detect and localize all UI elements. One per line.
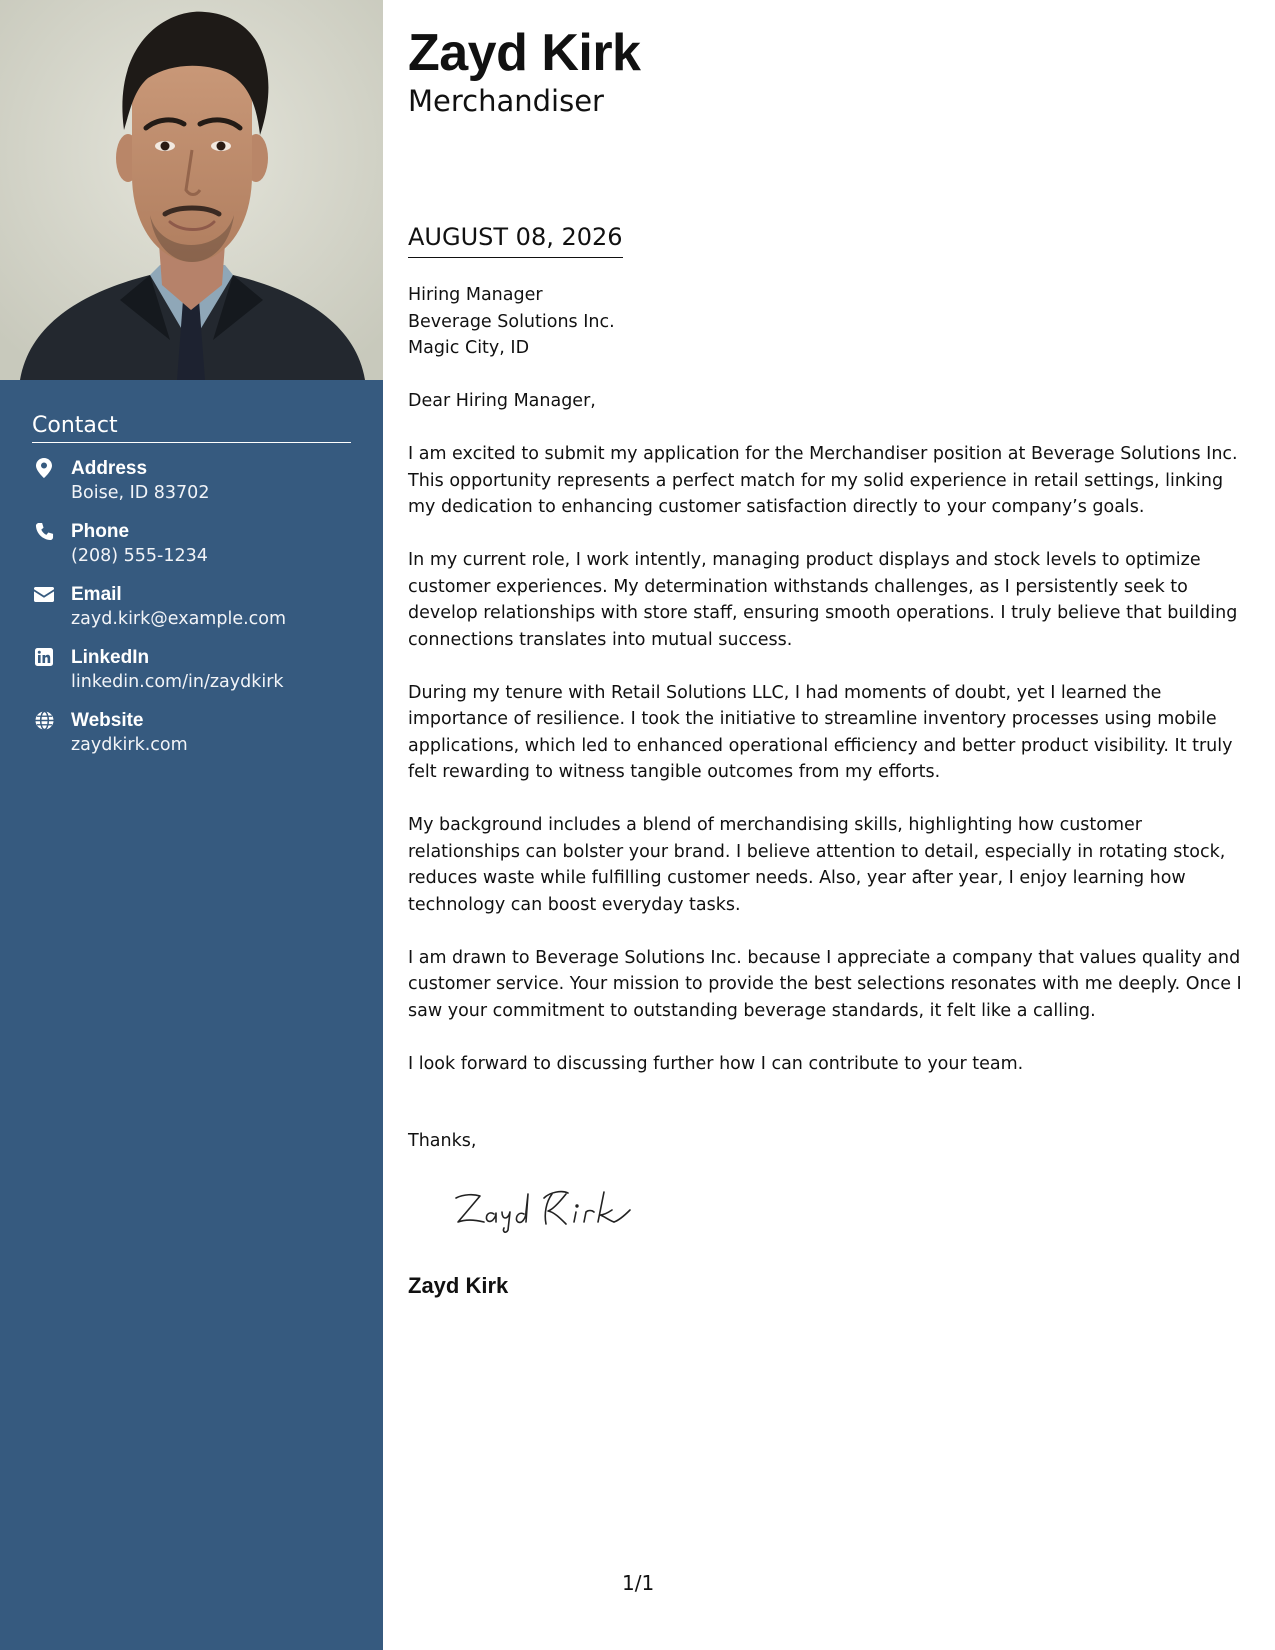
contact-item-email — [32, 582, 362, 645]
contact-label: Address — [71, 458, 148, 479]
letter-paragraphs — [408, 441, 1248, 1104]
address-value: Boise, ID 83702 — [71, 483, 210, 503]
greeting: Dear Hiring Manager, — [408, 391, 596, 411]
paragraph: During my tenure with Retail Solutions LLC, I had moments of doubt, yet I learned the importance of resilience. I took the initiative to streamline inventory processes using mobile applications, which led to enhanced operational efficiency and better product visibility. It truly felt rewarding to witness tangible outcomes from my efforts. — [408, 682, 1233, 782]
paragraph: I am excited to submit my application for the Merchandiser position at Beverage Solutions Inc. This opportunity represents a perfect match for my solid experience in retail settings, linking my dedication to enhancing customer satisfaction directly to your company’s goals. — [408, 444, 1238, 517]
recipient-company: Beverage Solutions Inc. — [408, 311, 615, 332]
contact-label: LinkedIn — [71, 647, 150, 668]
contact-item-address — [32, 456, 362, 519]
paragraph: In my current role, I work intently, managing product displays and stock levels to optimize customer experiences. My determination withstands challenges, as I persistently seek to develop relationships with store staff, ensuring smooth operations. I truly believe that building connections translates into mutual success. — [408, 550, 1238, 650]
website-value: zaydkirk.com — [71, 735, 188, 755]
job-title: Merchandiser — [408, 84, 604, 118]
contact-list — [32, 456, 362, 771]
linkedin-value: linkedin.com/in/zaydkirk — [71, 672, 284, 692]
phone-value: (208) 555-1234 — [71, 546, 208, 566]
applicant-name: Zayd Kirk — [408, 24, 641, 82]
contact-label: Phone — [71, 521, 130, 542]
globe-icon — [34, 710, 54, 730]
recipient-title: Hiring Manager — [408, 285, 543, 305]
paragraph: I look forward to discussing further how I can contribute to your team. — [408, 1053, 1024, 1074]
recipient-location: Magic City, ID — [408, 338, 530, 358]
contact-item-website — [32, 708, 362, 771]
envelope-icon — [34, 584, 54, 604]
page-number: 1/1 — [622, 1571, 655, 1595]
sidebar — [0, 0, 383, 1650]
paragraph: I am drawn to Beverage Solutions Inc. because I appreciate a company that values quality and customer service. Your mission to provide the best selections resonates with me deeply. Once I saw your commitment to outstanding beverage standards, it felt like a calling. — [408, 947, 1242, 1021]
signature-name: Zayd Kirk — [408, 1273, 509, 1298]
contact-item-linkedin — [32, 645, 362, 708]
recipient-block — [408, 282, 615, 362]
email-value: zayd.kirk@example.com — [71, 609, 287, 629]
handwritten-signature — [448, 1184, 638, 1234]
paragraph: My background includes a blend of merchandising skills, highlighting how customer relationships can bolster your brand. I believe attention to detail, especially in rotating stock, reduces waste while fulfilling customer needs. Also, year after year, I enjoy learning how technology can boost everyday tasks. — [408, 815, 1226, 915]
closing: Thanks, — [408, 1131, 477, 1151]
letter-date: AUGUST 08, 2026 — [408, 222, 623, 258]
phone-icon — [34, 521, 54, 541]
contact-item-phone — [32, 519, 362, 582]
contact-label: Email — [71, 584, 122, 605]
contact-label: Website — [71, 710, 144, 731]
linkedin-icon — [34, 647, 54, 667]
profile-photo — [0, 0, 383, 380]
map-pin-icon — [34, 458, 54, 478]
contact-heading: Contact — [32, 413, 351, 443]
